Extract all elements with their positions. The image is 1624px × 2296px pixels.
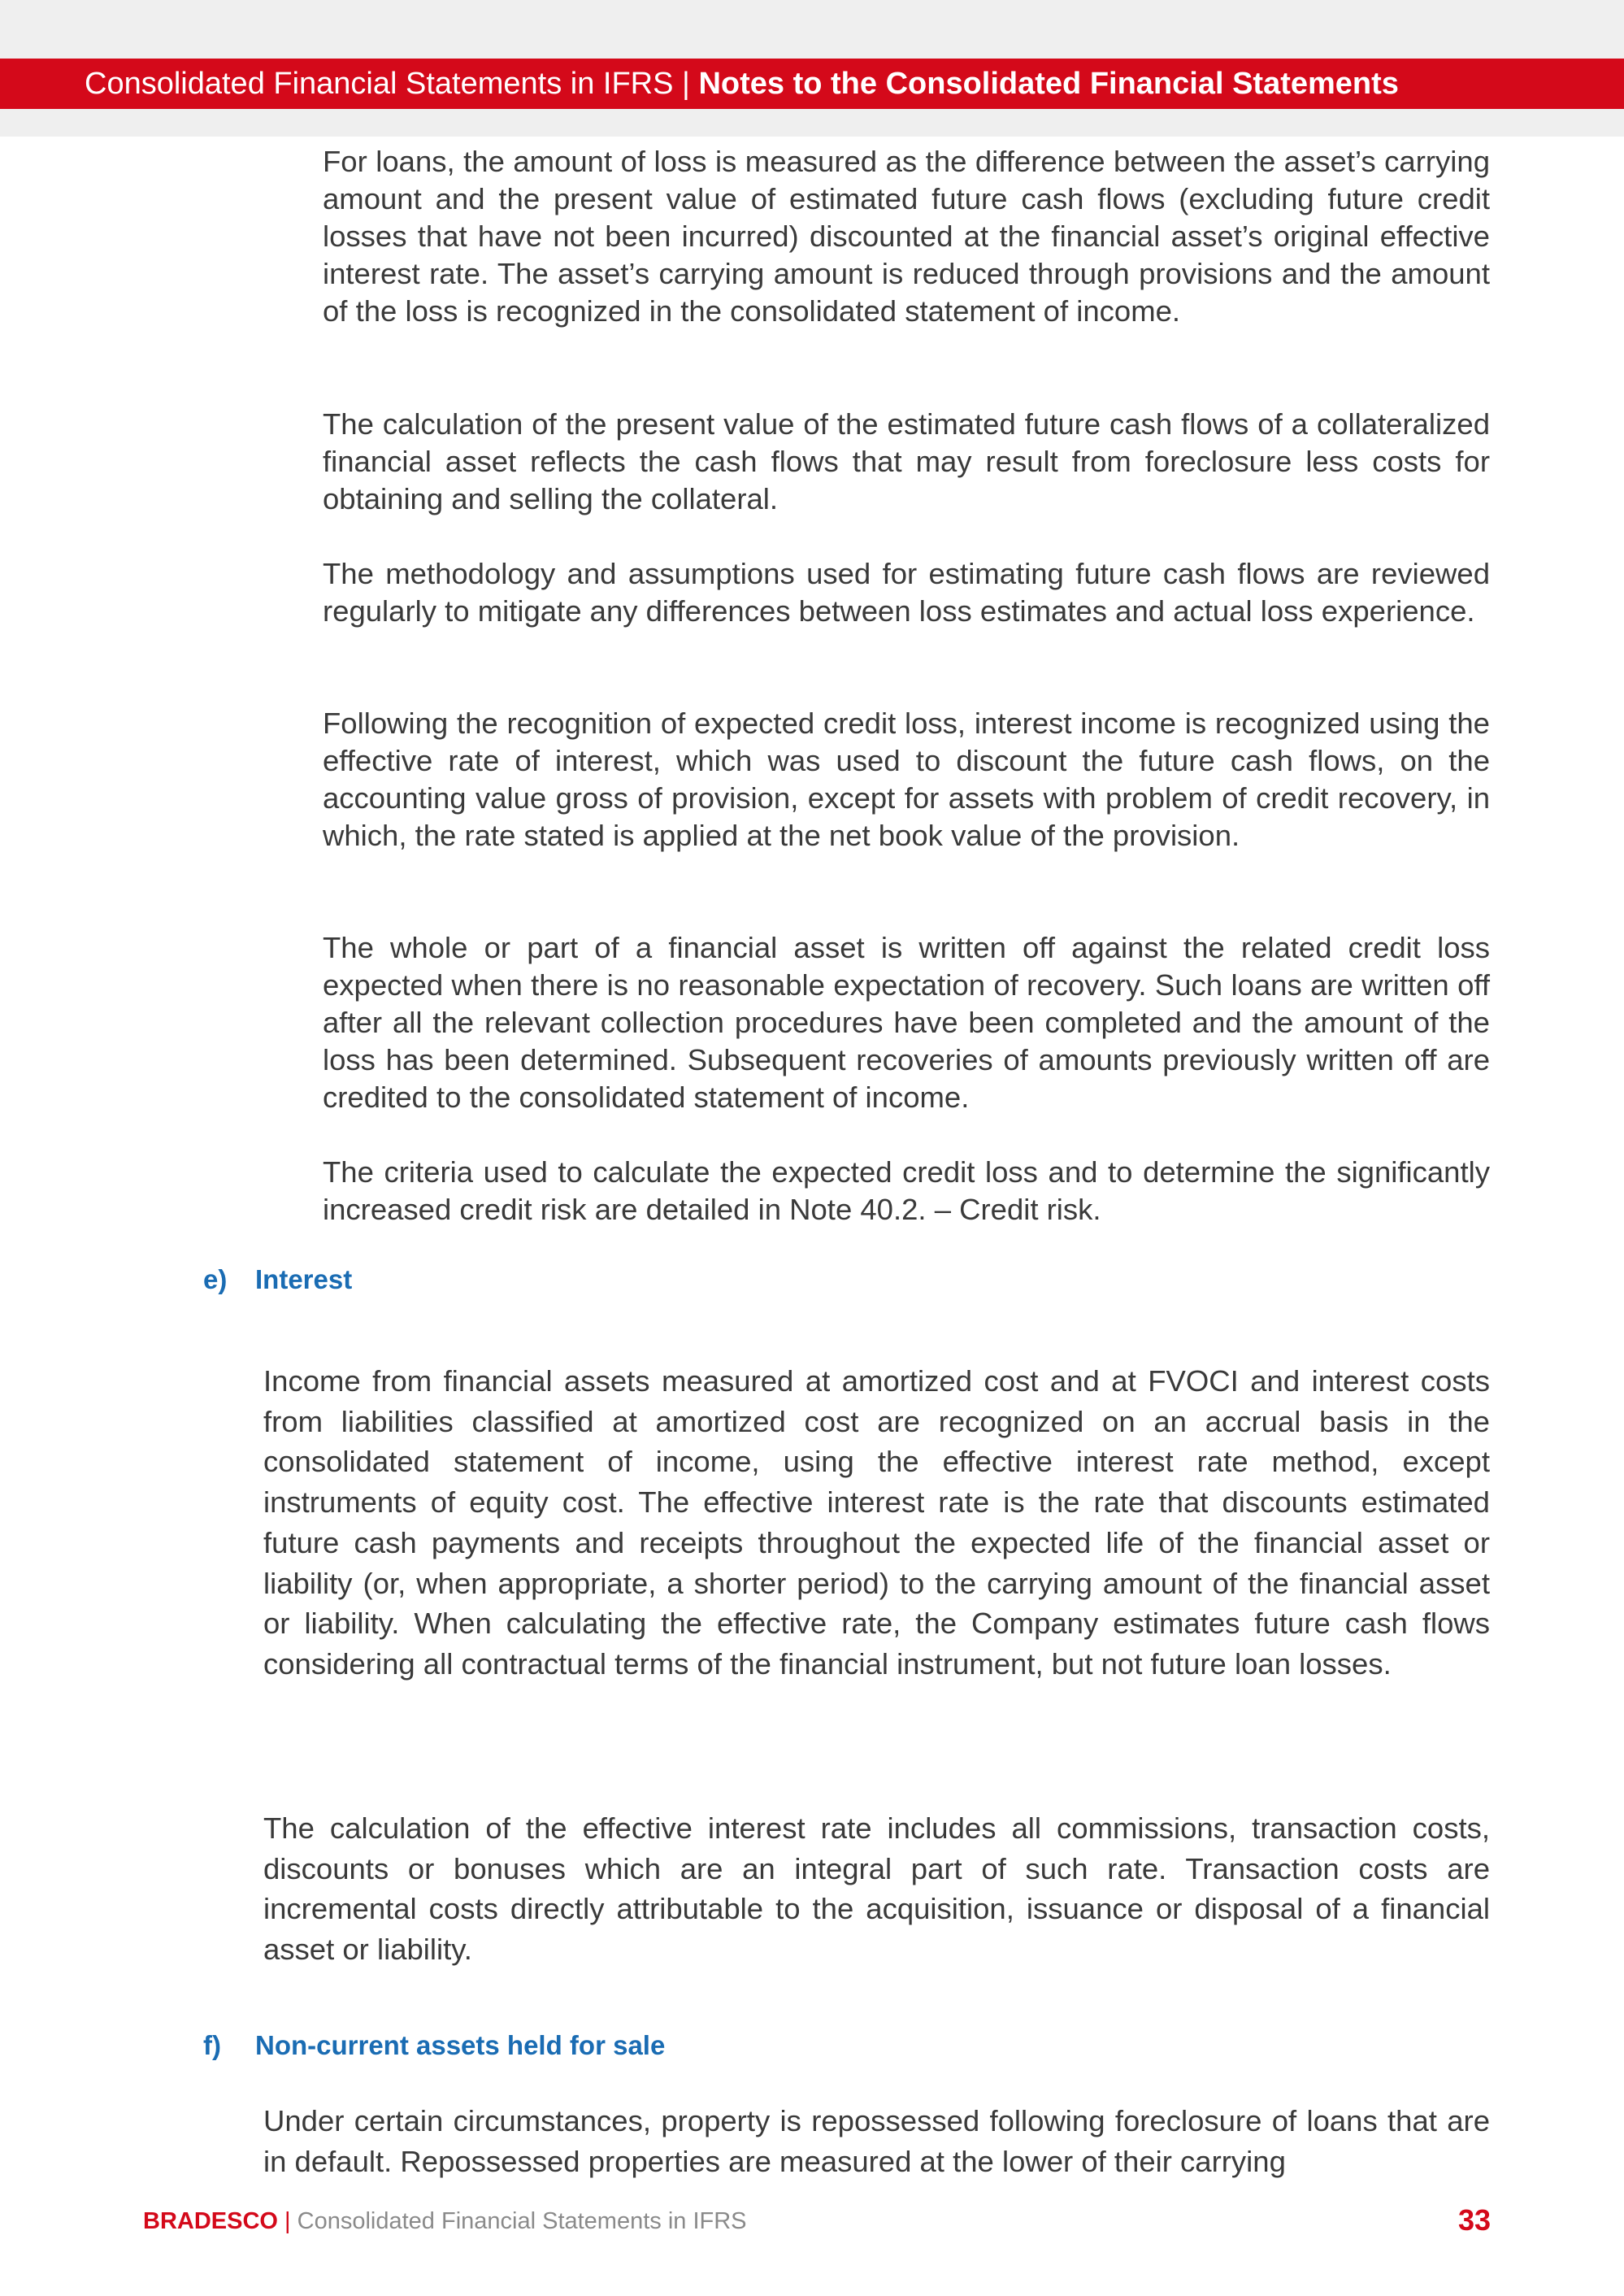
body-paragraph: The whole or part of a financial asset is written off against the related credit loss expected when there is no reasonable expectation of recovery. Such loans are written off after all the relevant collection procedures have been completed and the amount of the loss has been determined. Subsequent recoveries of amounts previously written off are credited to the consolidated statement of income. bbox=[323, 931, 1490, 1114]
footer-doc-title: Consolidated Financial Statements in IFRS bbox=[297, 2208, 747, 2234]
body-paragraph: The criteria used to calculate the expected credit loss and to determine the significantly increased credit risk are detailed in Note 40.2. – Credit risk. bbox=[323, 1155, 1490, 1226]
body-paragraph: The calculation of the present value of the estimated future cash flows of a collateralized financial asset reflects the cash flows that may result from foreclosure less costs for obtaining and selling the collateral. bbox=[323, 407, 1490, 515]
body-paragraph: Income from financial assets measured at amortized cost and at FVOCI and interest costs from liabilities classified at amortized cost are recognized on an accrual basis in the consolidated statement of income, using the effective interest rate method, except instruments of equity cost. The effective interest rate is the rate that discounts estimated future cash payments and receipts throughout the expected life of the financial asset or liability (or, when appropriate, a shorter period) to the carrying amount of the financial asset or liability. When calculating the effective rate, the Company estimates future cash flows considering all contractual terms of the financial instrument, but not future loan losses. bbox=[263, 1364, 1490, 1681]
section-title: Interest bbox=[255, 1264, 353, 1294]
section-heading-interest bbox=[203, 1264, 352, 1295]
body-paragraph: For loans, the amount of loss is measured as the difference between the asset’s carrying amount and the present value of estimated future cash flows (excluding future credit losses that have not been incurred) discounted at the financial asset’s original effective interest rate. The asset’s carrying amount is reduced through provisions and the amount of the loss is recognized in the consolidated statement of income. bbox=[323, 145, 1490, 328]
body-paragraph: The calculation of the effective interest rate includes all commissions, transaction costs, discounts or bonuses which are an integral part of such rate. Transaction costs are incremental costs directly attributable to the acquisition, issuance or disposal of a financial asset or liability. bbox=[263, 1811, 1490, 1967]
header-underlay bbox=[0, 109, 1624, 137]
header-doc-title: Consolidated Financial Statements in IFRS bbox=[85, 67, 674, 101]
section-letter: f) bbox=[203, 2030, 221, 2060]
section-heading-non-current-assets bbox=[203, 2030, 665, 2061]
page-header bbox=[0, 59, 1624, 109]
top-margin-strip bbox=[0, 0, 1624, 59]
section-letter: e) bbox=[203, 1264, 228, 1294]
body-paragraph: The methodology and assumptions used for estimating future cash flows are reviewed regularly to mitigate any differences between loss estimates and actual loss experience. bbox=[323, 557, 1490, 628]
page-number: 33 bbox=[1457, 2203, 1491, 2237]
page-footer bbox=[143, 2208, 747, 2235]
footer-separator: | bbox=[284, 2208, 291, 2234]
body-paragraph: Following the recognition of expected credit loss, interest income is recognized using the effective rate of interest, which was used to discount the future cash flows, on the accounting value gross of provision, except for assets with problem of credit recovery, in which, the rate stated is applied at the net book value of the provision. bbox=[323, 707, 1490, 852]
body-paragraph: Under certain circumstances, property is repossessed following foreclosure of loans that are in default. Repossessed properties are measured at the lower of their carrying bbox=[263, 2104, 1490, 2178]
section-title: Non-current assets held for sale bbox=[255, 2030, 666, 2060]
header-separator: | bbox=[682, 67, 690, 101]
footer-brand: BRADESCO bbox=[143, 2208, 278, 2234]
header-section-title: Notes to the Consolidated Financial Statements bbox=[698, 67, 1399, 101]
